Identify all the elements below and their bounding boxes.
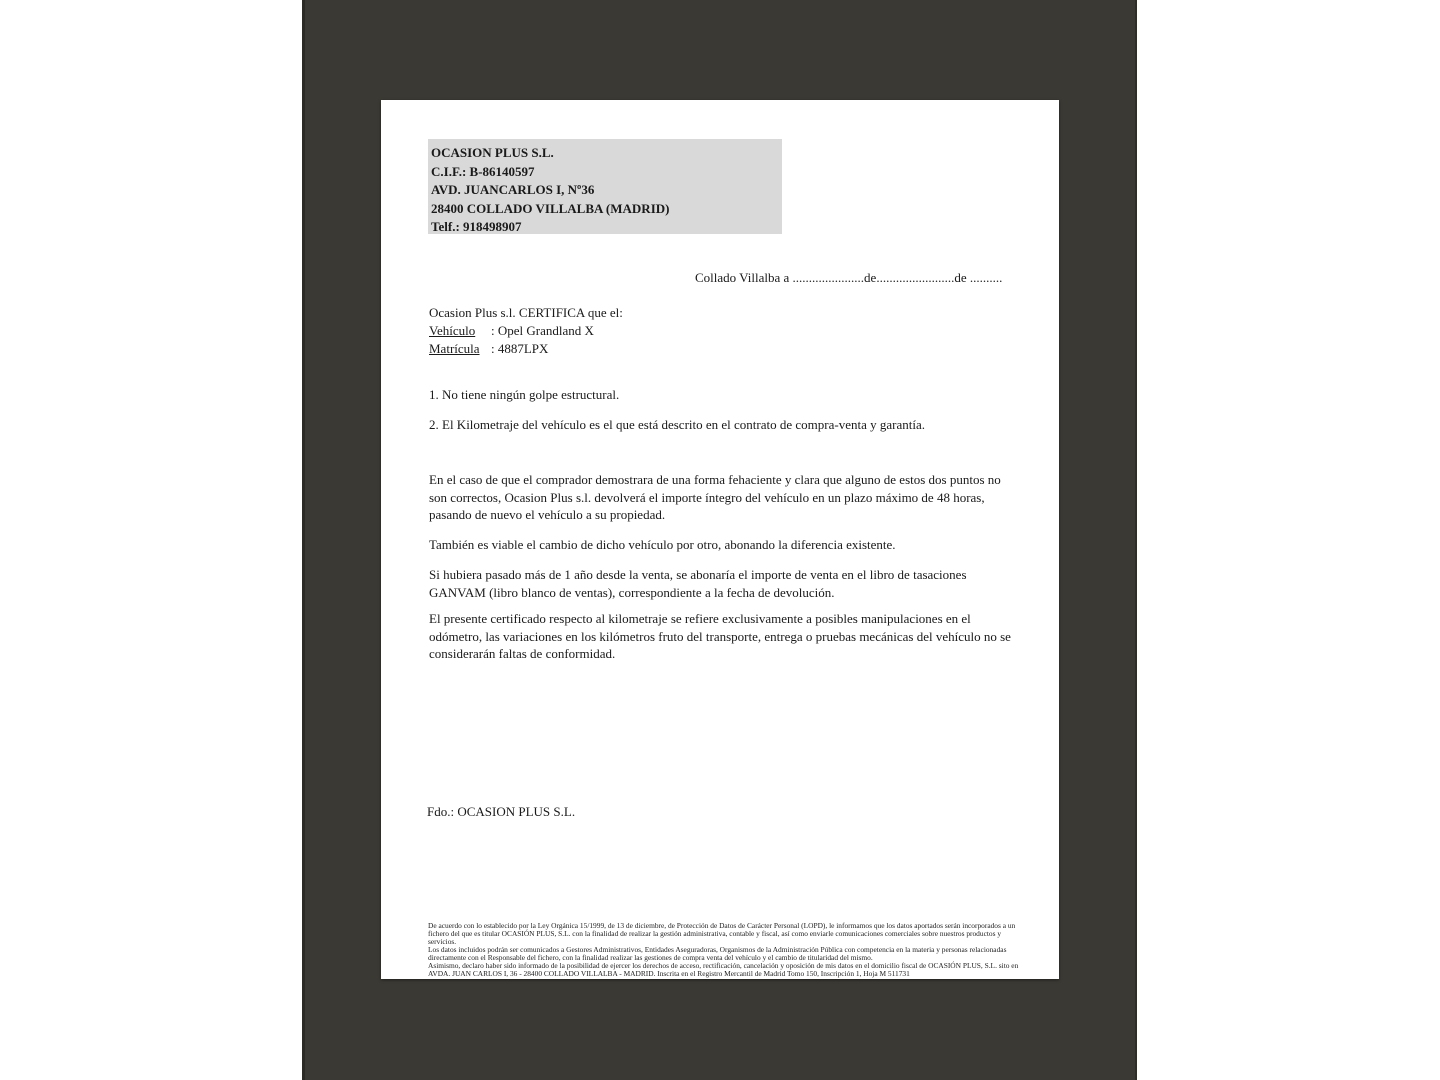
legal-paragraph-rights: Asimismo, declaro haber sido informado de la posibilidad de ejercer los derechos de acceso, rectificación, cancelación y oposición de mis datos en el domicilio fiscal de OCASIÓN PLUS, S.L. sito en AVDA. JUAN CARLOS I, 36 - 28400 COLLADO VILLALBA - MADRID. Inscrita en el Registro Mercantil de Madrid Tomo 150, Inscripción 1, Hoja M 511731 bbox=[428, 961, 1019, 978]
vehicle-label: Vehículo bbox=[429, 323, 476, 338]
company-phone: Telf.: 918498907 bbox=[431, 219, 522, 234]
vehicle-value: : Opel Grandland X bbox=[491, 323, 594, 338]
legal-paragraph-data-sharing: Los datos incluidos podrán ser comunicados a Gestores Administrativos, Entidades Aseguradoras, Organismos de la Administración Pública con competencia en la materia y personas relacionadas directamente con el Responsable del fichero, con la finalidad realizar las gestiones de compra venta del vehículo y el cambio de titularidad del mismo. bbox=[428, 945, 1007, 962]
ganvam-paragraph: Si hubiera pasado más de 1 año desde la venta, se abonaría el importe de venta en el libro de tasaciones GANVAM (libro blanco de ventas), correspondiente a la fecha de devolución. bbox=[429, 567, 967, 600]
date-place-line: Collado Villalba a ......................de........................de .......... bbox=[695, 270, 1003, 285]
document-page bbox=[381, 100, 1059, 979]
refund-paragraph: En el caso de que el comprador demostrara de una forma fehaciente y clara que alguno de estos dos puntos no son correctos, Ocasion Plus s.l. devolverá el importe íntegro del vehículo en un plazo máximo de 48 horas, pasando de nuevo el vehículo a su propiedad. bbox=[429, 472, 1001, 522]
plate-value: : 4887LPX bbox=[491, 341, 549, 356]
signature-line: Fdo.: OCASION PLUS S.L. bbox=[427, 804, 576, 819]
company-address: AVD. JUANCARLOS I, Nº36 bbox=[431, 182, 595, 197]
exchange-paragraph: También es viable el cambio de dicho vehículo por otro, abonando la diferencia existente. bbox=[429, 537, 896, 552]
odometer-paragraph: El presente certificado respecto al kilometraje se refiere exclusivamente a posibles manipulaciones en el odómetro, las variaciones en los kilómetros fruto del transporte, entrega o pruebas mecánicas del vehículo no se considerarán faltas de conformidad. bbox=[429, 611, 1011, 661]
certified-point-2: 2. El Kilometraje del vehículo es el que está descrito en el contrato de compra-venta y garantía. bbox=[429, 417, 925, 432]
legal-fine-print bbox=[428, 922, 1022, 978]
vehicle-field bbox=[429, 322, 623, 340]
certify-intro: Ocasion Plus s.l. CERTIFICA que el: bbox=[429, 305, 623, 320]
company-name: OCASION PLUS S.L. bbox=[431, 145, 554, 160]
company-city: 28400 COLLADO VILLALBA (MADRID) bbox=[431, 200, 670, 216]
legal-paragraph-lopd: De acuerdo con lo establecido por la Ley Orgánica 15/1999, de 13 de diciembre, de Protección de Datos de Carácter Personal (LOPD), le informamos que los datos aportados serán incorporados a un fichero del que es titular OCASIÓN PLUS, S.L. con la finalidad de realizar la gestión administrativa, contable y fiscal, así como enviarle comunicaciones comerciales sobre nuestros productos y servicios. bbox=[428, 921, 1016, 946]
company-header-block bbox=[428, 139, 782, 234]
certified-point-1: 1. No tiene ningún golpe estructural. bbox=[429, 387, 620, 402]
plate-field bbox=[429, 340, 623, 358]
certify-block bbox=[429, 304, 623, 358]
company-cif: C.I.F.: B-86140597 bbox=[431, 163, 535, 179]
plate-label: Matrícula bbox=[429, 341, 480, 356]
